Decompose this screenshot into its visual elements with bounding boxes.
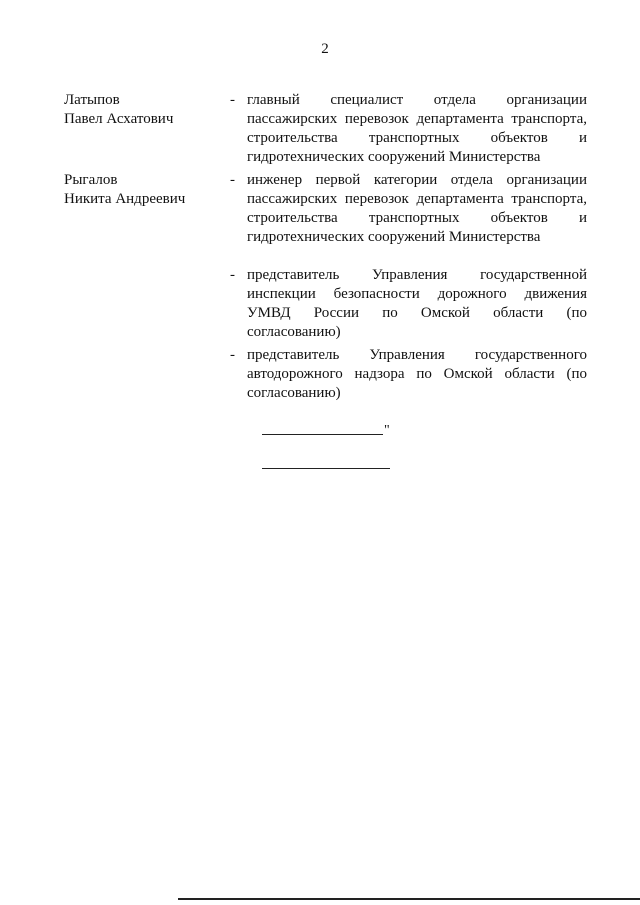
member-name <box>64 91 224 129</box>
position-line: гидротехнических сооружений Министерства <box>247 229 541 245</box>
dash-separator: - <box>230 92 235 108</box>
position-line: инженер первой категории отдела организации <box>247 172 587 188</box>
position-line: пассажирских перевозок департамента транспорта, <box>247 191 587 207</box>
end-rule <box>262 468 390 469</box>
page-number: 2 <box>321 41 329 57</box>
member-surname: Рыгалов <box>64 172 118 188</box>
dash-separator: - <box>230 347 235 363</box>
member-given-names: Павел Асхатович <box>64 111 174 127</box>
dash-separator: - <box>230 172 235 188</box>
position-line: представитель Управления государственного <box>247 347 587 363</box>
position-line: строительства транспортных объектов и <box>247 130 587 146</box>
dash-separator: - <box>230 267 235 283</box>
position-line: инспекции безопасности дорожного движения <box>247 286 587 302</box>
member-position <box>247 171 587 247</box>
position-line: представитель Управления государственной <box>247 267 587 283</box>
member-name <box>64 171 224 209</box>
position-line: согласованию) <box>247 385 341 401</box>
member-surname: Латыпов <box>64 92 120 108</box>
position-line: пассажирских перевозок департамента транспорта, <box>247 111 587 127</box>
closing-quote: " <box>384 423 390 438</box>
position-line: главный специалист отдела организации <box>247 92 587 108</box>
member-position <box>247 266 587 342</box>
closing-rule <box>262 434 383 435</box>
position-line: автодорожного надзора по Омской области (по <box>247 366 587 382</box>
position-line: гидротехнических сооружений Министерства <box>247 149 541 165</box>
member-position <box>247 91 587 167</box>
member-position <box>247 346 587 403</box>
position-line: строительства транспортных объектов и <box>247 210 587 226</box>
position-line: согласованию) <box>247 324 341 340</box>
position-line: УМВД России по Омской области (по <box>247 305 587 321</box>
page-bottom-edge-line <box>178 898 640 900</box>
member-given-names: Никита Андреевич <box>64 191 186 207</box>
